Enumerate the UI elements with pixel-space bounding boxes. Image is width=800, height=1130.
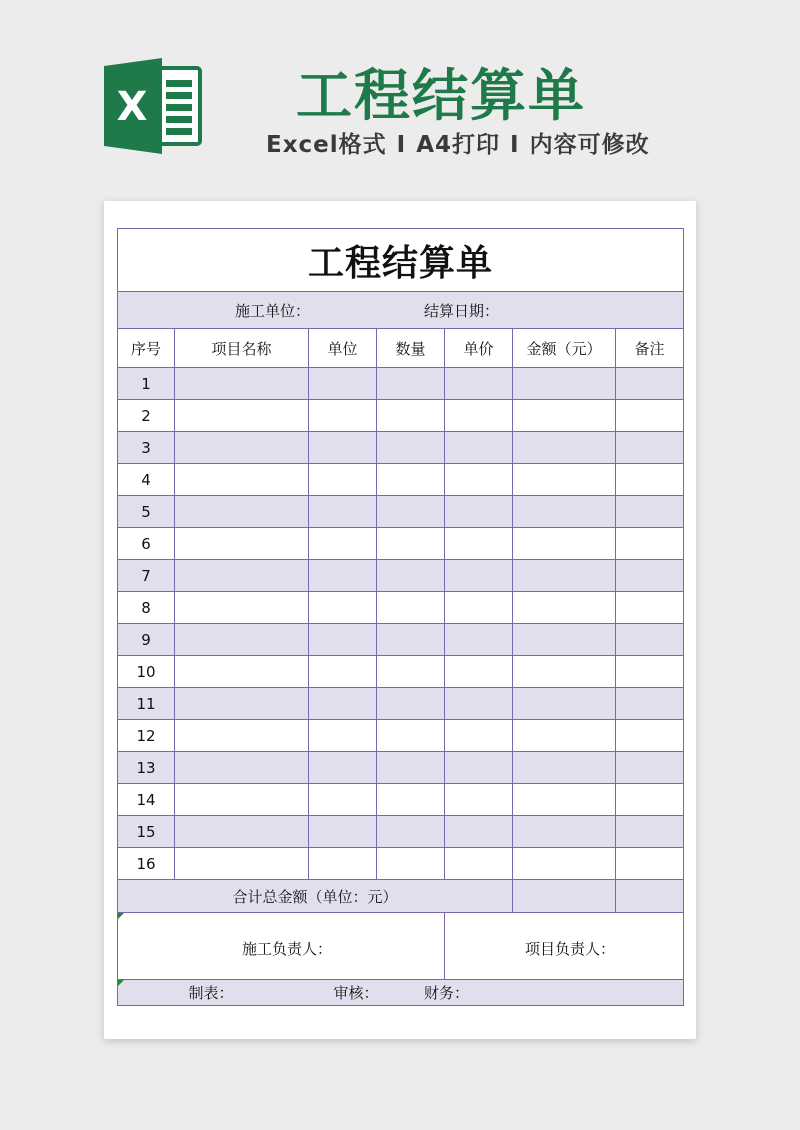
remarks-cell[interactable]	[616, 496, 684, 528]
unit-price-cell[interactable]	[445, 464, 513, 496]
table-row	[118, 400, 684, 432]
remarks-cell[interactable]	[616, 560, 684, 592]
table-row	[118, 368, 684, 400]
quantity-cell[interactable]	[377, 528, 445, 560]
subtitle-editable: 内容可修改	[529, 132, 650, 158]
header	[0, 0, 800, 200]
item-name-cell[interactable]	[175, 656, 309, 688]
row-index: 11	[118, 688, 175, 720]
unit-cell[interactable]	[309, 528, 377, 560]
row-index: 1	[118, 368, 175, 400]
unit-cell[interactable]	[309, 496, 377, 528]
table-row	[118, 720, 684, 752]
item-name-cell[interactable]	[175, 496, 309, 528]
quantity-cell[interactable]	[377, 656, 445, 688]
table-row	[118, 560, 684, 592]
item-name-cell[interactable]	[175, 528, 309, 560]
settlement-sheet	[117, 228, 683, 1012]
total-row	[118, 880, 684, 913]
row-index: 7	[118, 560, 175, 592]
unit-cell[interactable]	[309, 784, 377, 816]
remarks-cell[interactable]	[616, 816, 684, 848]
amount-cell[interactable]	[513, 848, 616, 880]
reviewed-by-label: 审核：	[333, 984, 379, 1002]
excel-logo-letter: X	[116, 84, 148, 130]
item-name-cell[interactable]	[175, 624, 309, 656]
amount-cell[interactable]	[513, 624, 616, 656]
subtitle-format: Excel格式	[266, 132, 387, 158]
amount-cell[interactable]	[513, 400, 616, 432]
row-index: 9	[118, 624, 175, 656]
unit-cell[interactable]	[309, 816, 377, 848]
col-header-amount: 金额（元）	[513, 329, 616, 368]
amount-cell[interactable]	[513, 528, 616, 560]
remarks-cell[interactable]	[616, 656, 684, 688]
item-name-cell[interactable]	[175, 752, 309, 784]
unit-price-cell[interactable]	[445, 784, 513, 816]
amount-cell[interactable]	[513, 688, 616, 720]
row-index: 4	[118, 464, 175, 496]
settlement-date-label: 结算日期：	[424, 301, 500, 320]
table-row	[118, 848, 684, 880]
remarks-cell[interactable]	[616, 400, 684, 432]
row-index: 8	[118, 592, 175, 624]
unit-cell[interactable]	[309, 752, 377, 784]
quantity-cell[interactable]	[377, 496, 445, 528]
total-remarks-cell[interactable]	[616, 880, 684, 913]
remarks-cell[interactable]	[616, 592, 684, 624]
table-row	[118, 752, 684, 784]
item-name-cell[interactable]	[175, 432, 309, 464]
quantity-cell[interactable]	[377, 400, 445, 432]
amount-cell[interactable]	[513, 464, 616, 496]
item-name-cell[interactable]	[175, 720, 309, 752]
hero-title: 工程结算单	[296, 64, 586, 129]
amount-cell[interactable]	[513, 496, 616, 528]
table-row	[118, 688, 684, 720]
remarks-cell[interactable]	[616, 464, 684, 496]
project-manager-label: 项目负责人：	[525, 940, 616, 958]
footer-row	[118, 980, 684, 1006]
unit-cell[interactable]	[309, 592, 377, 624]
col-header-unit-price: 单价	[445, 329, 513, 368]
data-rows	[118, 368, 684, 880]
unit-cell[interactable]	[309, 560, 377, 592]
table-row	[118, 464, 684, 496]
unit-price-cell[interactable]	[445, 656, 513, 688]
remarks-cell[interactable]	[616, 368, 684, 400]
quantity-cell[interactable]	[377, 432, 445, 464]
amount-cell[interactable]	[513, 592, 616, 624]
quantity-cell[interactable]	[377, 464, 445, 496]
sheet-title: 工程结算单	[118, 229, 684, 292]
remarks-cell[interactable]	[616, 528, 684, 560]
amount-cell[interactable]	[513, 432, 616, 464]
unit-price-cell[interactable]	[445, 496, 513, 528]
amount-cell[interactable]	[513, 720, 616, 752]
row-index: 10	[118, 656, 175, 688]
table-row	[118, 624, 684, 656]
row-index: 12	[118, 720, 175, 752]
total-amount-cell[interactable]	[513, 880, 616, 913]
row-index: 14	[118, 784, 175, 816]
unit-cell[interactable]	[309, 400, 377, 432]
amount-cell[interactable]	[513, 752, 616, 784]
unit-price-cell[interactable]	[445, 688, 513, 720]
unit-cell[interactable]	[309, 848, 377, 880]
unit-price-cell[interactable]	[445, 720, 513, 752]
table-row	[118, 784, 684, 816]
item-name-cell[interactable]	[175, 560, 309, 592]
quantity-cell[interactable]	[377, 624, 445, 656]
amount-cell[interactable]	[513, 368, 616, 400]
item-name-cell[interactable]	[175, 784, 309, 816]
unit-cell[interactable]	[309, 464, 377, 496]
unit-price-cell[interactable]	[445, 848, 513, 880]
remarks-cell[interactable]	[616, 720, 684, 752]
settlement-table	[117, 228, 684, 1006]
unit-price-cell[interactable]	[445, 752, 513, 784]
table-row	[118, 592, 684, 624]
row-index: 3	[118, 432, 175, 464]
project-manager-cell[interactable]	[445, 913, 684, 980]
unit-cell[interactable]	[309, 656, 377, 688]
prepared-by-label: 制表：	[188, 984, 234, 1002]
amount-cell[interactable]	[513, 560, 616, 592]
row-index: 2	[118, 400, 175, 432]
unit-cell[interactable]	[309, 368, 377, 400]
unit-price-cell[interactable]	[445, 400, 513, 432]
excel-icon	[100, 58, 204, 154]
subtitle-print: A4打印	[416, 132, 501, 158]
finance-label: 财务：	[424, 984, 470, 1002]
row-index: 6	[118, 528, 175, 560]
quantity-cell[interactable]	[377, 560, 445, 592]
item-name-cell[interactable]	[175, 592, 309, 624]
remarks-cell[interactable]	[616, 848, 684, 880]
unit-price-cell[interactable]	[445, 816, 513, 848]
signature-row	[118, 913, 684, 980]
remarks-cell[interactable]	[616, 784, 684, 816]
subtitle-separator: I	[510, 132, 520, 158]
unit-cell[interactable]	[309, 720, 377, 752]
quantity-cell[interactable]	[377, 848, 445, 880]
table-row	[118, 528, 684, 560]
amount-cell[interactable]	[513, 816, 616, 848]
footer-cell	[118, 980, 684, 1006]
unit-price-cell[interactable]	[445, 592, 513, 624]
quantity-cell[interactable]	[377, 816, 445, 848]
amount-cell[interactable]	[513, 656, 616, 688]
subtitle-separator: I	[396, 132, 407, 158]
unit-price-cell[interactable]	[445, 624, 513, 656]
amount-cell[interactable]	[513, 784, 616, 816]
construction-manager-cell[interactable]	[118, 913, 445, 980]
construction-unit-label: 施工单位：	[234, 301, 310, 320]
unit-cell[interactable]	[309, 432, 377, 464]
quantity-cell[interactable]	[377, 368, 445, 400]
quantity-cell[interactable]	[377, 720, 445, 752]
remarks-cell[interactable]	[616, 752, 684, 784]
item-name-cell[interactable]	[175, 848, 309, 880]
column-header-row	[118, 329, 684, 368]
quantity-cell[interactable]	[377, 752, 445, 784]
row-index: 15	[118, 816, 175, 848]
hero-subtitle	[266, 126, 650, 159]
info-row	[118, 292, 684, 329]
unit-cell[interactable]	[309, 624, 377, 656]
table-row	[118, 816, 684, 848]
table-row	[118, 496, 684, 528]
quantity-cell[interactable]	[377, 784, 445, 816]
col-header-quantity: 数量	[377, 329, 445, 368]
quantity-cell[interactable]	[377, 688, 445, 720]
construction-manager-label: 施工负责人：	[241, 940, 332, 958]
item-name-cell[interactable]	[175, 400, 309, 432]
row-index: 13	[118, 752, 175, 784]
quantity-cell[interactable]	[377, 592, 445, 624]
col-header-index: 序号	[118, 329, 175, 368]
unit-price-cell[interactable]	[445, 528, 513, 560]
col-header-remarks: 备注	[616, 329, 684, 368]
unit-price-cell[interactable]	[445, 432, 513, 464]
unit-price-cell[interactable]	[445, 560, 513, 592]
item-name-cell[interactable]	[175, 464, 309, 496]
remarks-cell[interactable]	[616, 624, 684, 656]
row-index: 16	[118, 848, 175, 880]
table-row	[118, 432, 684, 464]
row-index: 5	[118, 496, 175, 528]
unit-price-cell[interactable]	[445, 368, 513, 400]
total-label: 合计总金额（单位：元）	[118, 880, 513, 913]
col-header-unit: 单位	[309, 329, 377, 368]
comment-marker	[118, 980, 124, 986]
unit-cell[interactable]	[309, 688, 377, 720]
remarks-cell[interactable]	[616, 432, 684, 464]
remarks-cell[interactable]	[616, 688, 684, 720]
item-name-cell[interactable]	[175, 816, 309, 848]
col-header-item-name: 项目名称	[175, 329, 309, 368]
item-name-cell[interactable]	[175, 368, 309, 400]
table-row	[118, 656, 684, 688]
item-name-cell[interactable]	[175, 688, 309, 720]
comment-marker	[118, 913, 124, 919]
